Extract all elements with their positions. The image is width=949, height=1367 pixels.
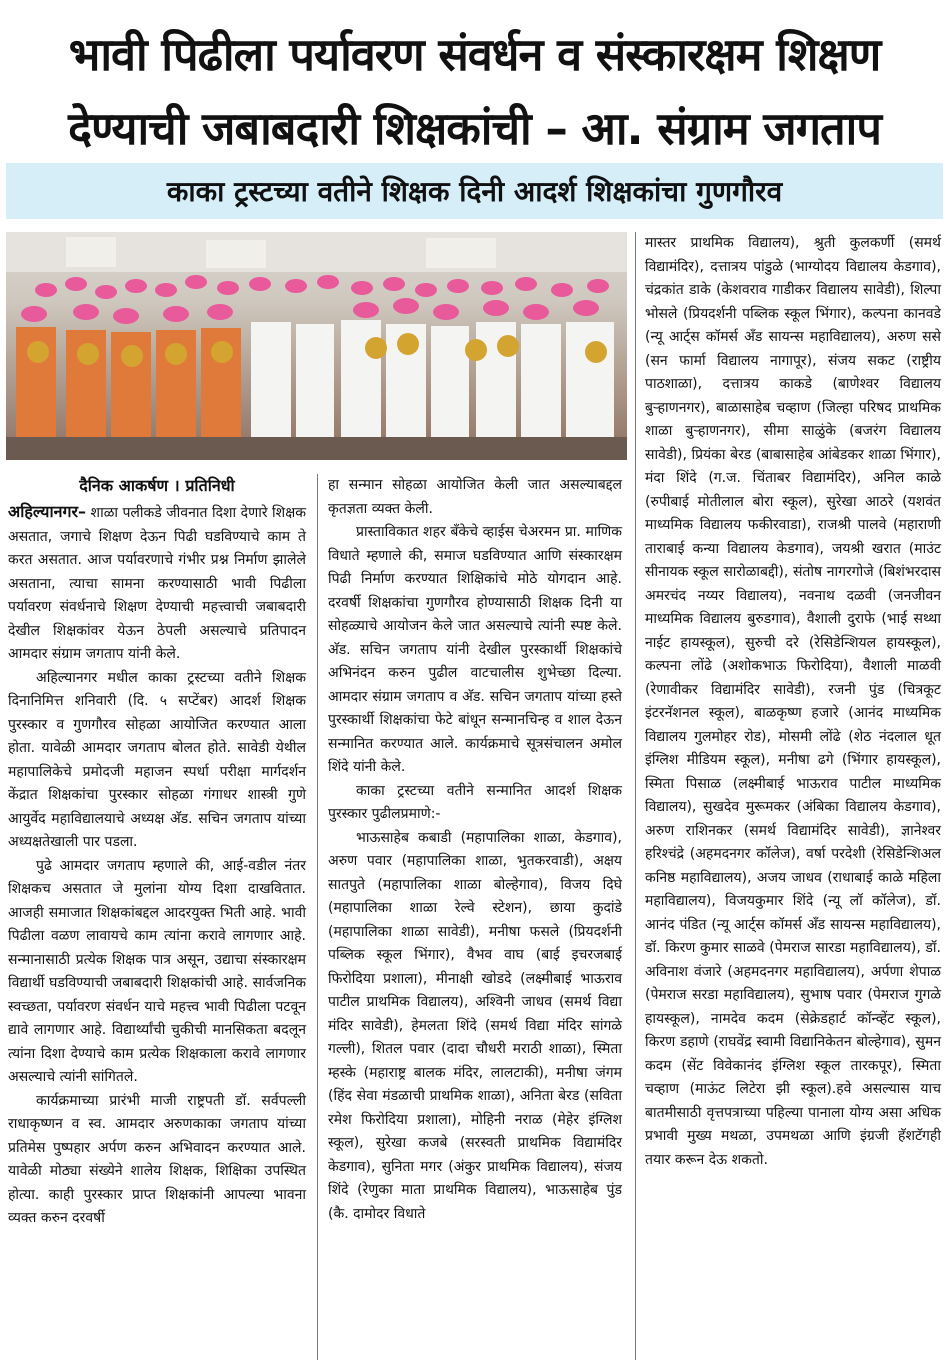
article-column-2 (328, 474, 622, 1226)
article-paragraph (8, 500, 306, 667)
article-paragraph: कार्यक्रमाच्या प्रारंभी माजी राष्ट्रपती डॉ. सर्वपल्ली राधाकृष्णन व स्व. आमदार अरुणकाका जगताप यांच्या प्रतिमेस पुष्पहार अर्पण करुन अभिवादन करण्यात आले. यावेळी मोठ्या संख्येने शालेय शिक्षक, शिक्षिका उपस्थित होत्या. काही पुरस्कार प्राप्त शिक्षकांनी आपल्या भावना व्यक्त करुन दरवर्षी (8, 1092, 306, 1226)
article-paragraph: काका ट्रस्टच्या वतीने सन्मानित आदर्श शिक्षक पुरस्कार पुढीलप्रमाणे:- (328, 782, 622, 822)
byline: दैनिक आकर्षण । प्रतिनिधी (79, 476, 235, 495)
column-divider (317, 474, 318, 1360)
article-paragraph (645, 232, 941, 1172)
column-divider (635, 232, 636, 1360)
dateline-place: अहिल्यानगर– (8, 502, 87, 521)
headline (6, 18, 943, 166)
article-paragraph: हा सन्मान सोहळा आयोजित केली जात असल्याबद्दल कृतज्ञता व्यक्त केली. (328, 477, 622, 517)
subheadline: काका ट्रस्टच्या वतीने शिक्षक दिनी आदर्श शिक्षकांचा गुणगौरव (166, 175, 783, 208)
article-column-3 (645, 232, 941, 1172)
article-paragraph: पुढे आमदार जगताप म्हणाले की, आई-वडील नंतर शिक्षकच असतात जे मुलांना योग्य दिशा दाखवितात. आजही समाजात शिक्षकांबद्दल आदरयुक्त भिती आहे. भावी पिढीला वळण लावायचे काम त्यांना करावे लागणार आहे. सन्मानासाठी प्रत्येक शिक्षक पात्र असून, उद्याचा संस्कारक्षम विद्यार्थी घडविण्याची जबाबदारी शिक्षकांची आहे. सार्वजनिक स्वच्छता, पर्यावरण संवर्धन याचे महत्त्व भावी पिढीला पटवून द्यावे लागणार आहे. विद्यार्थ्यांची चुकीची मानसिकता बदलून त्यांना दिशा देण्याचे काम प्रत्येक शिक्षकाला करावे लागणार असल्याचे त्यांनी सांगितले. (8, 857, 306, 1085)
headline-line-2: देण्याची जबाबदारी शिक्षकांची – आ. संग्राम जगताप (68, 102, 881, 155)
subheadline-bar (6, 163, 943, 219)
article-paragraph-text: मास्तर प्राथमिक विद्यालय), श्रुती कुलकर्णी (समर्थ विद्यामंदिर), दत्तात्रय पांडुळे (भाग्योदय विद्यालय केडगाव), चंद्रकांत डाके (केशवराव गाडीकर विद्यालय सावेडी), शिल्पा भोसले (प्रियदर्शनी पब्लिक स्कूल भिंगार), कल्पना कानवडे (न्यू आर्ट्स कॉमर्स अँड सायन्स महाविद्यालय), अरुण ससे (सन फार्मा विद्यालय नागापूर), संजय सकट (राष्ट्रीय पाठशाळा), दत्तात्रय काकडे (बाणेश्वर विद्यालय बुऱ्हाणनगर), बाळासाहेब चव्हाण (जिल्हा परिषद प्राथमिक शाळा बुऱ्हाणनगर), सीमा साळुंके (बजरंग विद्यालय सावेडी), प्रियंका बेरड (बाबासाहेब आंबेडकर शाळा भिंगार), मंदा शिंदे (ग.ज. चिंताबर विद्यामंदिर), अनिल काळे (रुपीबाई मोतीलाल बोरा स्कूल), सुरेखा आठरे (यशवंत माध्यमिक विद्यालय फकीरवाडा), राजश्री पालवे (महाराणी ताराबाई कन्या विद्यालय केडगाव), जयश्री खरात (माउंट सीनायक स्कूल सारोळाबद्दी), संतोष नागरगोजे (बिशंभरदास अमरचंद नय्यर विद्यालय), नवनाथ दळवी (जनजीवन माध्यमिक विद्यालय बुरुडगाव), वैशाली दुराफे (भाई सथ्था नाईट हायस्कूल), सुरुची दरे (रेसिडेन्शियल हायस्कूल), कल्पना लोंढे (अशोकभाऊ फिरोदिया), वैशाली माळवी (रेणावीकर विद्यामंदिर सावेडी), रजनी पुंड (चित्रकूट इंटरनॅशनल स्कूल), बाळकृष्ण हजारे (आनंद माध्यमिक विद्यालय गुलमोहर रोड), मोसमी लोंढे (शेठ नंदलाल धूत इंग्लिश मीडियम स्कूल), मनीषा ढगे (भिंगार हायस्कूल), स्मिता पिसाळ (लक्ष्मीबाई भाऊराव पाटील माध्यमिक विद्यालय), सुखदेव मुरूमकर (अंबिका विद्यालय केडगाव), अरुण राशिनकर (समर्थ विद्यामंदिर सावेडी), ज्ञानेश्वर हरिश्चंद्रे (अहमदनगर कॉलेज), वर्षा परदेशी (रेसिडेन्शिअल कनिष्ठ महाविद्यालय), अजय जाधव (राधाबाई काळे महिला महाविद्यालय), विजयकुमार शिंदे (न्यू लॉ कॉलेज), डॉ. आनंद पंडित (न्यू आर्ट्स कॉमर्स अँड सायन्स महाविद्यालय), डॉ. किरण कुमार साळवे (पेमराज सारडा महाविद्यालय), डॉ. अविनाश वंजारे (अहमदनगर महाविद्यालय), अर्पणा शेपाळ (पेमराज सरडा महाविद्यालय), सुभाष पवार (पेमराज गुगळे हायस्कूल), नामदेव कदम (सेक्रेडहार्ट कॉन्व्हेंट स्कूल), किरण डहाणे (राघवेंद्र स्वामी विद्यानिकेतन बोल्हेगाव), सुमन कदम (सेंट विवेकानंद इंग्लिश स्कूल तारकपूर), स्मिता चव्हाण (माऊंट लिटेरा झी स्कूल). (645, 235, 941, 1097)
group-photo-illustration (6, 232, 627, 460)
article-paragraph-text: शाळा पलीकडे जीवनात दिशा देणारे शिक्षक असतात, जगाचे शिक्षण देऊन पिढी घडविण्याचे काम ते करत असतात. आज पर्यावरणाचे गंभीर प्रश्न निर्माण झालेले असताना, त्याचा सामना करण्यासाठी भावी पिढीला पर्यावरण संवर्धनाचे शिक्षण देण्याची महत्त्वाची जबाबदारी देखील शिक्षकांवर येऊन ठेपली असल्याचे प्रतिपादन आमदार संग्राम जगताप यांनी केले. (8, 505, 306, 662)
article-paragraph: अहिल्यानगर मधील काका ट्रस्टच्या वतीने शिक्षक दिनानिमित्त शनिवारी (दि. ५ सप्टेंबर) आदर्श शिक्षक पुरस्कार व गुणगौरव सोहळा आयोजित करण्यात आला होता. यावेळी आमदार जगताप बोलत होते. सावेडी येथील महापालिकेचे प्रमोदजी महाजन स्पर्धा परीक्षा मार्गदर्शन केंद्रात शिक्षकांचा पुरस्कार सोहळा गंगाधर शास्त्री गुणे आयुर्वेद महाविद्यालयाचे अध्यक्ष अ‍ॅड. सचिन जगताप यांच्या अध्यक्षतेखाली पार पडला. (8, 669, 306, 850)
article-paragraph: प्रास्ताविकात शहर बँकेचे व्हाईस चेअरमन प्रा. माणिक विधाते म्हणाले की, समाज घडविण्यात आणि संस्कारक्षम पिढी निर्माण करण्यात शिक्षिकांचे मोठे योगदान आहे. दरवर्षी शिक्षकांचा गुणगौरव होण्यासाठी शिक्षक दिनी या सोहळ्याचे आयोजन केले जात असल्याचे त्यांनी स्पष्ट केले. अ‍ॅड. सचिन जगताप यांनी देखील पुरस्कार्थी शिक्षकांचे अभिनंदन करुन पुढील वाटचालीस शुभेच्छा दिल्या. आमदार संग्राम जगताप व अ‍ॅड. सचिन जगताप यांच्या हस्ते पुरस्कार्थी शिक्षकांचा फेटे बांधून सन्मानचिन्ह व शाल देऊन सन्मानित करण्यात आले. कार्यक्रमाचे सूत्रसंचालन अमोल शिंदे यांनी केले. (328, 524, 622, 775)
event-photo (6, 232, 627, 460)
headline-line-1: भावी पिढीला पर्यावरण संवर्धन व संस्कारक्षम शिक्षण (68, 28, 881, 81)
article-column-1 (8, 500, 306, 1231)
article-paragraph: भाऊसाहेब कबाडी (महापालिका शाळा, केडगाव), अरुण पवार (महापालिका शाळा, भुतकरवाडी), अक्षय सातपुते (महापालिका शाळा बोल्हेगाव), विजय दिघे (महापालिका शाळा रेल्वे स्टेशन), छाया कुदांडे (महापालिका शाळा सावेडी), मनीषा फसले (प्रियदर्शनी पब्लिक स्कूल भिंगार), वैभव वाघ (बाई इचरजबाई फिरोदिया प्रशाला), मीनाक्षी खोडदे (लक्ष्मीबाई भाऊराव पाटील प्राथमिक विद्यालय), अश्विनी जाधव (समर्थ विद्या मंदिर सावेडी), हेमलता शिंदे (समर्थ विद्या मंदिर सांगळे गल्ली), शितल पवार (दादा चौधरी मराठी शाळा), स्मिता म्हस्के (महाराष्ट्र बालक मंदिर, लालटाकी), मनीषा जंगम (हिंद सेवा मंडळाची प्राथमिक शाळा), अनिता बेरड (सविता रमेश फिरोदिया प्रशाला), मोहिनी नराळ (मेहेर इंग्लिश स्कूल), सुरेखा कजबे (सरस्वती प्राथमिक विद्यामंदिर केडगाव), सुनिता मगर (अंकुर प्राथमिक विद्यालय), संजय शिंदे (रेणुका माता प्राथमिक विद्यालय), भाऊसाहेब पुंड (कै. दामोदर विधाते (328, 829, 622, 1222)
article-paragraph-text: हवे असल्यास याच बातमीसाठी वृत्तपत्राच्या पहिल्या पानाला योग्य असा अधिक प्रभावी मुख्य मथळा, उपमथळा आणि इंग्रजी हॅशटॅगही तयार करून देऊ शकतो. (645, 1081, 941, 1168)
